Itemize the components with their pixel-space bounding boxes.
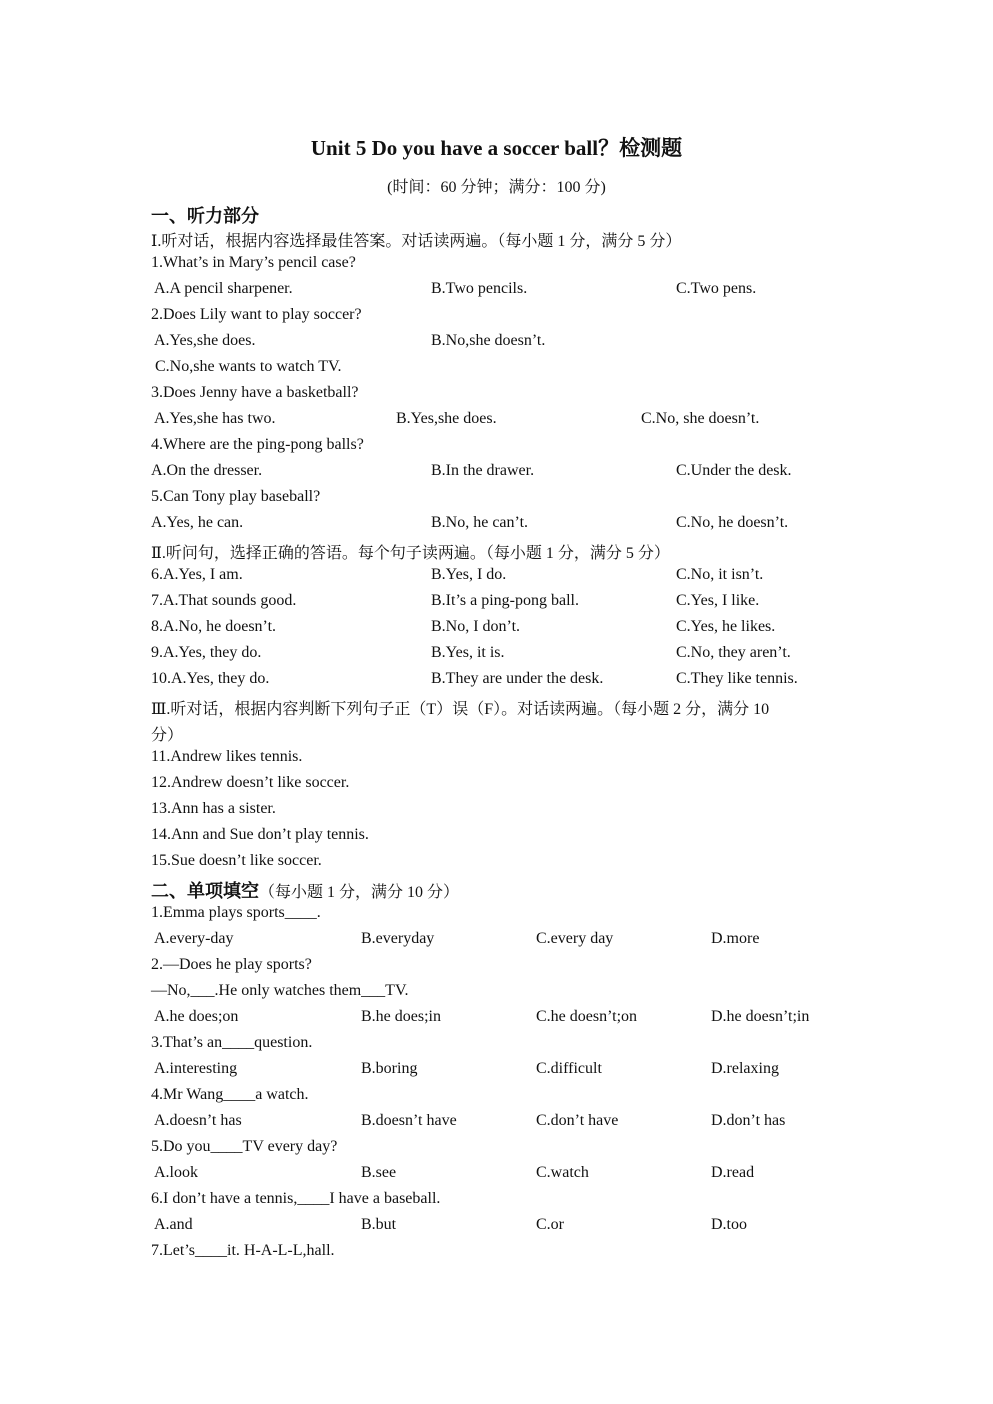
option-b: B.They are under the desk. xyxy=(431,670,604,687)
question: 3.That’s an____question. xyxy=(151,1034,313,1051)
section-heading-listening: 一、听力部分 xyxy=(151,206,259,226)
statement: 15.Sue doesn’t like soccer. xyxy=(151,852,322,869)
option-b: B.Yes, I do. xyxy=(431,566,507,583)
option-c: C.difficult xyxy=(536,1060,602,1077)
option-a: 6.A.Yes, I am. xyxy=(151,566,243,583)
question: 5.Can Tony play baseball? xyxy=(151,488,321,505)
option-b: B.No, he can’t. xyxy=(431,514,529,531)
option-b: B.Yes,she does. xyxy=(396,410,497,427)
exam-info: (时间：60 分钟；满分：100 分) xyxy=(387,179,606,196)
option-b: B.Two pencils. xyxy=(431,280,528,297)
option-c: C.Under the desk. xyxy=(676,462,792,479)
option-b: B.No,she doesn’t. xyxy=(431,332,546,349)
option-b: B.but xyxy=(361,1216,397,1233)
option-c: C.No, he doesn’t. xyxy=(676,514,789,531)
option-a: 8.A.No, he doesn’t. xyxy=(151,618,277,635)
option-a: A.doesn’t has xyxy=(154,1112,242,1129)
option-c: C.No, it isn’t. xyxy=(676,566,764,583)
option-b: B.doesn’t have xyxy=(361,1112,457,1129)
option-a: 9.A.Yes, they do. xyxy=(151,644,262,661)
question: 6.I don’t have a tennis,____I have a baseball. xyxy=(151,1190,441,1207)
statement: 14.Ann and Sue don’t play tennis. xyxy=(151,826,369,843)
question: 7.Let’s____it. H-A-L-L,hall. xyxy=(151,1242,335,1259)
option-c: C.Yes, I like. xyxy=(676,592,760,609)
option-d: D.don’t has xyxy=(711,1112,786,1129)
option-c: C.watch xyxy=(536,1164,589,1181)
option-a: A.every-day xyxy=(154,930,234,947)
option-c: C.or xyxy=(536,1216,564,1233)
statement: 11.Andrew likes tennis. xyxy=(151,748,303,765)
statement: 12.Andrew doesn’t like soccer. xyxy=(151,774,350,791)
option-b: B.see xyxy=(361,1164,397,1181)
option-c: C.he doesn’t;on xyxy=(536,1008,638,1025)
page-title: Unit 5 Do you have a soccer ball？检测题 xyxy=(310,136,683,160)
question: 4.Where are the ping-pong balls? xyxy=(151,436,364,453)
section-instructions: Ⅲ.听对话，根据内容判断下列句子正（T）误（F）。对话读两遍。（每小题 2 分，满分 10 xyxy=(151,701,770,718)
option-c: C.every day xyxy=(536,930,614,947)
option-a: A.On the dresser. xyxy=(151,462,263,479)
question: 2.Does Lily want to play soccer? xyxy=(151,306,362,323)
option-b: B.No, I don’t. xyxy=(431,618,521,635)
question: 5.Do you____TV every day? xyxy=(151,1138,338,1155)
option-b: B.everyday xyxy=(361,930,435,947)
option-a: A.he does;on xyxy=(154,1008,239,1025)
option-b: B.he does;in xyxy=(361,1008,441,1025)
option-d: D.he doesn’t;in xyxy=(711,1008,810,1025)
option-c: C.They like tennis. xyxy=(676,670,798,687)
question: 1.Emma plays sports____. xyxy=(151,904,321,921)
option-a: 10.A.Yes, they do. xyxy=(151,670,270,687)
option-a: A.interesting xyxy=(154,1060,238,1077)
option-c: C.don’t have xyxy=(536,1112,619,1129)
option-b: B.Yes, it is. xyxy=(431,644,505,661)
option-c: C.No, she doesn’t. xyxy=(641,410,760,427)
option-c: C.Two pens. xyxy=(676,280,757,297)
section-instructions: Ⅱ.听问句，选择正确的答语。每个句子读两遍。（每小题 1 分，满分 5 分） xyxy=(151,545,670,562)
option-b: B.boring xyxy=(361,1060,418,1077)
option-d: D.more xyxy=(711,930,760,947)
option-b: B.It’s a ping-pong ball. xyxy=(431,592,579,609)
question: 4.Mr Wang____a watch. xyxy=(151,1086,309,1103)
option-d: D.too xyxy=(711,1216,747,1233)
section-instructions: Ⅰ.听对话，根据内容选择最佳答案。对话读两遍。（每小题 1 分，满分 5 分） xyxy=(151,233,682,250)
question: 2.—Does he play sports? xyxy=(151,956,312,973)
section-note: （每小题 1 分，满分 10 分） xyxy=(259,884,460,901)
section-heading-single-choice xyxy=(151,877,459,903)
question-cont: —No,___.He only watches them___TV. xyxy=(151,982,409,999)
statement: 13.Ann has a sister. xyxy=(151,800,276,817)
question: 3.Does Jenny have a basketball? xyxy=(151,384,359,401)
option-c: C.No,she wants to watch TV. xyxy=(155,358,342,375)
option-c: C.Yes, he likes. xyxy=(676,618,776,635)
section-instructions-cont: 分） xyxy=(151,727,184,744)
option-d: D.read xyxy=(711,1164,755,1181)
question: 1.What’s in Mary’s pencil case? xyxy=(151,254,356,271)
option-a: A.Yes,she has two. xyxy=(154,410,276,427)
option-a: 7.A.That sounds good. xyxy=(151,592,297,609)
section-heading-text: 二、单项填空 xyxy=(151,881,259,901)
option-a: A.and xyxy=(154,1216,193,1233)
option-a: A.Yes, he can. xyxy=(151,514,244,531)
option-b: B.In the drawer. xyxy=(431,462,535,479)
option-a: A.A pencil sharpener. xyxy=(154,280,293,297)
option-d: D.relaxing xyxy=(711,1060,779,1077)
option-a: A.Yes,she does. xyxy=(154,332,256,349)
option-c: C.No, they aren’t. xyxy=(676,644,791,661)
option-a: A.look xyxy=(154,1164,198,1181)
